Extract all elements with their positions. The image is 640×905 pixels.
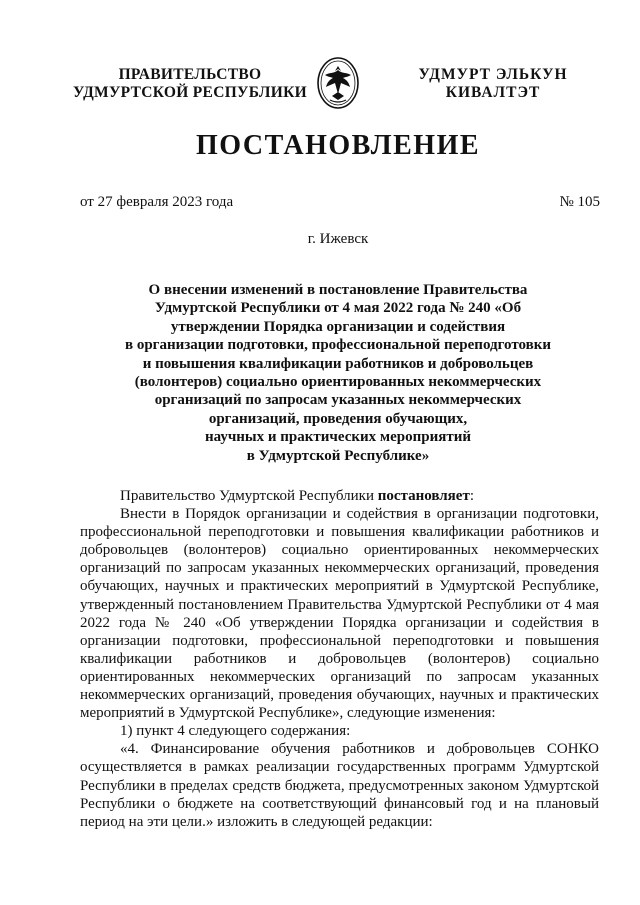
intro-paragraph: [80, 487, 599, 505]
header-right-line2: КИВАЛТЭТ: [445, 84, 541, 101]
subject-line: организаций по запросам указанных некоммерческих: [154, 392, 522, 409]
document-city: г. Ижевск: [307, 231, 369, 247]
subject-line: научных и практических мероприятий: [204, 429, 472, 446]
subject-line: утверждении Порядка организации и содействия: [170, 318, 506, 335]
header-left: [70, 66, 310, 102]
header-left-line2: УДМУРТСКОЙ РЕСПУБЛИКИ: [72, 84, 307, 101]
udmurt-coat-of-arms-icon: [316, 56, 360, 110]
subject-line: О внесении изменений в постановление Правительства: [148, 282, 528, 298]
subject-line: организаций, проведения обучающих,: [208, 410, 468, 427]
intro-colon: :: [469, 488, 474, 504]
body-paragraph-2: 1) пункт 4 следующего содержания:: [120, 723, 351, 740]
subject-line: (волонтеров) социально ориентированных некоммерческих: [134, 374, 542, 391]
subject-line: в организации подготовки, профессиональной переподготовки: [124, 337, 552, 354]
intro-verb: постановляет: [377, 488, 470, 504]
body-paragraph-3: «4. Финансирование обучения работников и добровольцев СОНКО осуществляется в рамках реализации государственных программ Удмуртской Республики в пределах средств бюджета, предусмотренных законом Удмуртской Республики о бюджете на соответствующий финансовый год и на плановый период на эти цели.» изложить в следующей редакции:: [80, 741, 599, 830]
subject-line: Удмуртской Республики от 4 мая 2022 года № 240 «Об: [154, 300, 522, 317]
document-number: № 105: [559, 194, 600, 210]
document-body: [80, 487, 599, 831]
body-paragraph-1: Внести в Порядок организации и содействия в организации подготовки, профессиональной переподготовки и повышения квалификации работников и добровольцев (волонтеров) социально ориентированных некоммерческих организаций по запросам указанных некоммерческих организаций, проведения обучающих, научных и практических мероприятий в Удмуртской Республике, утвержденный постановлением Правительства Удмуртской Республики от 4 мая 2022 года № 240 «Об утверждении Порядка организации и содействия в организации подготовки, профессиональной переподготовки и повышения квалификации работников и добровольцев (волонтеров) социально ориентированных некоммерческих организаций по запросам указанных некоммерческих организаций, проведения обучающих, научных и практических мероприятий в Удмуртской Республике», следующие изменения:: [80, 506, 599, 722]
header-left-line1: ПРАВИТЕЛЬСТВО: [118, 66, 262, 83]
header-right: [388, 66, 598, 102]
document-title: ПОСТАНОВЛЕНИЕ: [195, 130, 481, 161]
document-date: от 27 февраля 2023 года: [80, 194, 234, 210]
intro-text: Правительство Удмуртской Республики: [120, 488, 378, 504]
header-right-line1: УДМУРТ ЭЛЬКУН: [418, 66, 568, 83]
document-subject: [100, 281, 576, 465]
subject-line: и повышения квалификации работников и добровольцев: [142, 355, 534, 372]
subject-line: в Удмуртской Республике»: [246, 447, 430, 464]
